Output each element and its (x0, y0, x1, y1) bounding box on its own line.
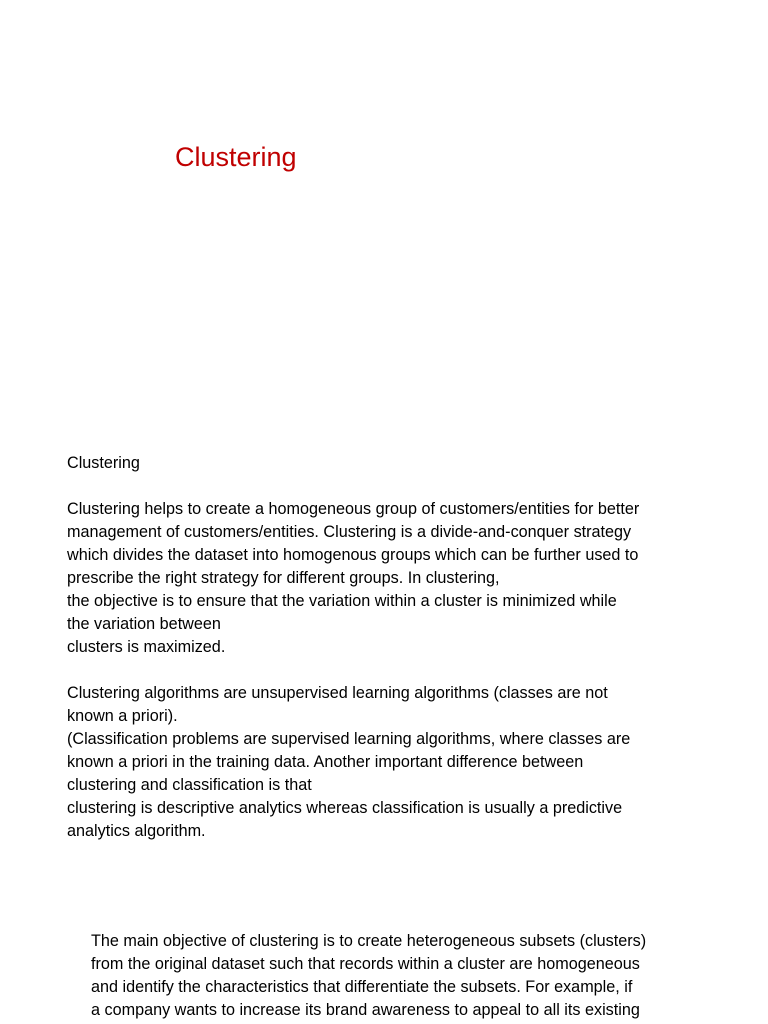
text-line: management of customers/entities. Clustering is a divide-and-conquer strategy (67, 523, 632, 541)
text-line: clustering is descriptive analytics whereas classification is usually a predictive (67, 799, 623, 817)
text-line: from the original dataset such that records within a cluster are homogeneous (91, 955, 640, 973)
text-line: analytics algorithm. (67, 822, 206, 840)
text-line: and identify the characteristics that differentiate the subsets. For example, if (91, 978, 633, 996)
paragraph-clustering-definition (67, 498, 727, 659)
text-line: Clustering algorithms are unsupervised learning algorithms (classes are not (67, 684, 608, 702)
text-line: clusters is maximized. (67, 638, 226, 656)
body-text-block (67, 452, 727, 843)
page-title: Clustering (175, 142, 297, 172)
text-line: (Classification problems are supervised learning algorithms, where classes are (67, 730, 631, 748)
paragraph-spacer (67, 475, 727, 498)
text-line: The main objective of clustering is to create heterogeneous subsets (clusters) (91, 932, 647, 950)
text-line: a company wants to increase its brand awareness to appeal to all its existing (91, 1001, 640, 1019)
text-line: known a priori). (67, 707, 178, 725)
text-line: the objective is to ensure that the variation within a cluster is minimized while (67, 592, 617, 610)
section-heading: Clustering (67, 454, 140, 472)
paragraph-clustering-vs-classification (67, 682, 727, 843)
text-line: which divides the dataset into homogenous groups which can be further used to (67, 546, 639, 564)
text-line: known a priori in the training data. Another important difference between (67, 753, 584, 771)
text-line: the variation between (67, 615, 221, 633)
paragraph-spacer (67, 659, 727, 682)
text-line: clustering and classification is that (67, 776, 312, 794)
text-line: prescribe the right strategy for different groups. In clustering, (67, 569, 500, 587)
paragraph-main-objective (91, 930, 731, 1022)
text-line: Clustering helps to create a homogeneous group of customers/entities for better (67, 500, 640, 518)
